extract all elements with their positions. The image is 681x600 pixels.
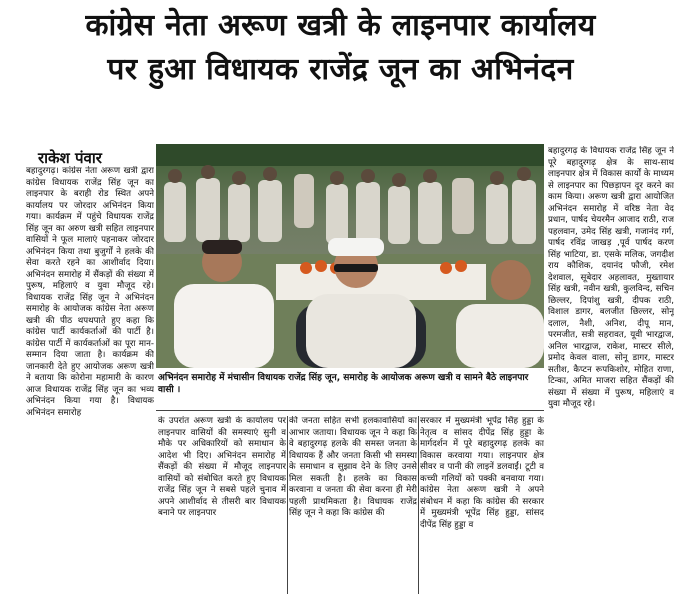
article-column-4: सरकार में मुख्यमंत्री भूपेंद्र सिंह हुड्डा के नेतृत्व व सांसद दीपेंद्र सिंह हुड्डा के मार्गदर्शन में पूरे बहादुरगढ़ हलके का विकास करवाया गया। लाइनपार क्षेत्र सीवर व पानी की लाइनें डलवाईं। टूटी व कच्ची गलियों को पक्की बनवाया गया। कांग्रेस नेता अरूण खत्री ने अपने संबोधन में कहा कि कांग्रेस की सरकार में मुख्यमंत्री भूपेंद्र सिंह हुड्डा, सांसद दीपेंद्र सिंह हुड्डा व	[420, 416, 544, 530]
article-column-2: के उपरांत अरूण खत्री के कार्यालय पर लाइनपार वासियों की समस्याएं सुनी व मौके पर अधिकारियों को समाधान के आदेश भी दिए। अभिनंदन समारोह में सैंकड़ों की संख्या में मौजूद लाइनपार वासियों को संबोधित करते हुए विधायक राजेंद्र सिंह जून ने सबसे पहले चुनाव में अपने आशीर्वाद से तीसरी बार विधायक बनाने पर लाइनपार	[158, 416, 286, 518]
headline	[0, 4, 681, 92]
byline: राकेश पंवार	[38, 149, 102, 167]
headline-line-1: कांग्रेस नेता अरूण खत्री के लाइनपार कार्यालय	[85, 8, 596, 43]
caption-divider	[156, 410, 544, 411]
photo-caption: अभिनंदन समारोह में मंचासीन विधायक राजेंद्र सिंह जून, समारोह के आयोजक अरूण खत्री व सामने बैठे लाइनपार वासी ।	[158, 373, 529, 395]
article-column-5: बहादुरगढ़ के विधायक राजेंद्र सिंह जून ने पूरे बहादुरगढ़ क्षेत्र के साथ-साथ लाइनपार क्षेत्र में विकास कार्यों के माध्यम से लाइनपार का पिछड़ापन दूर करने का काम किया। अरूण खत्री द्वारा आयोजित अभिनंदन समारोह में वरिष्ठ नेता वेद प्रधान, पार्षद चेयरमैन आजाद राठी, राज पहलवान, उमेद सिंह खत्री, गजानंद गर्ग, पार्षद रविंद्र जाखड़ ,पूर्व पार्षद करण सिंह भाटिया, डा. एसके मलिक, जगदीश राय कौशिक, दयानंद फौजी, रमेश देशवाल, सूबेदार अहलावत, मुख्तायार सिंह खत्री, नवीन खत्री, कुलविन्द, सचिन छिल्लर, दिपांशु खत्री, दीपक राठी, विशाल डागर, बलजीत छिल्लर, सोनू दलाल, नैशी, अनिश, दीपू मान, परमजीत, सत्री सहरावत, यूवी भारद्वाज, अनिल भारद्वाज, राकेश, मास्टर सीले, प्रमोद केवल वाला, सोनू डागर, मास्टर सतीश, कैप्टन रूपकिशोर, मोहित राणा, टिन्का, अमित माजरा सहित सैंकड़ों की संख्या में संख्या में पुरूष, महिलाएं व युवा मौजूद रहे।	[548, 146, 674, 409]
column-divider	[418, 416, 419, 594]
event-photo-image	[156, 144, 544, 368]
article-column-1: बहादुरगढ़। कांग्रेस नेता अरूण खत्री द्वारा कांग्रेस विधायक राजेंद्र सिंह जून का लाइनपार के बराही रोड स्थित अपने कार्यालय पर जोरदार अभिनंदन किया गया। कार्यक्रम में पहुंचे विधायक राजेंद्र सिंह जून का अरुण खत्री सहित लाइनपार वासियों ने फूल मालाएं पहनाकर जोरदार अभिनंदन किया तथा बुजुर्गों ने हलके की सेवा करते रहने का आशीर्वाद दिया। अभिनंदन समारोह में सैंकड़ों की संख्या में पुरूष, महिलाएं व युवा मौजूद रहे। विधायक राजेंद्र सिंह जून ने अभिनंदन समारोह के आयोजक कांग्रेस नेता अरूण खत्री की पीठ थपथपाते हुए कहा कि कांग्रेस पार्टी कार्यकर्ताओं की पार्टी है। कांग्रेस पार्टी में कार्यकर्ताओं का पूरा मान-सम्मान दिया जाता है। कार्यक्रम की जानकारी देते हुए आयोजक अरूण खत्री ने बताया कि कोरोना महामारी के कारण आज विधायक राजेंद्र सिंह जून का भव्य अभिनंदन किया गया है। विधायक अभिनंदन समारोह	[26, 166, 154, 418]
news-photo	[156, 144, 544, 368]
column-divider	[287, 416, 288, 594]
article-column-3: की जनता सहित सभी हलकावासियों का आभार जताया। विधायक जून ने कहा कि वे बहादुरगढ़ हलके की समस्त जनता के विधायक हैं और जनता किसी भी समस्या के समाधान व सुझाव देने के लिए उनसे मिल सकती है। हलके का विकास करवाना व जनता की सेवा करना ही मेरी पहली प्राथमिकता है। विधायक राजेंद्र सिंह जून ने कहा कि कांग्रेस की	[289, 416, 417, 518]
headline-line-2: पर हुआ विधायक राजेंद्र जून का अभिनंदन	[107, 52, 574, 87]
